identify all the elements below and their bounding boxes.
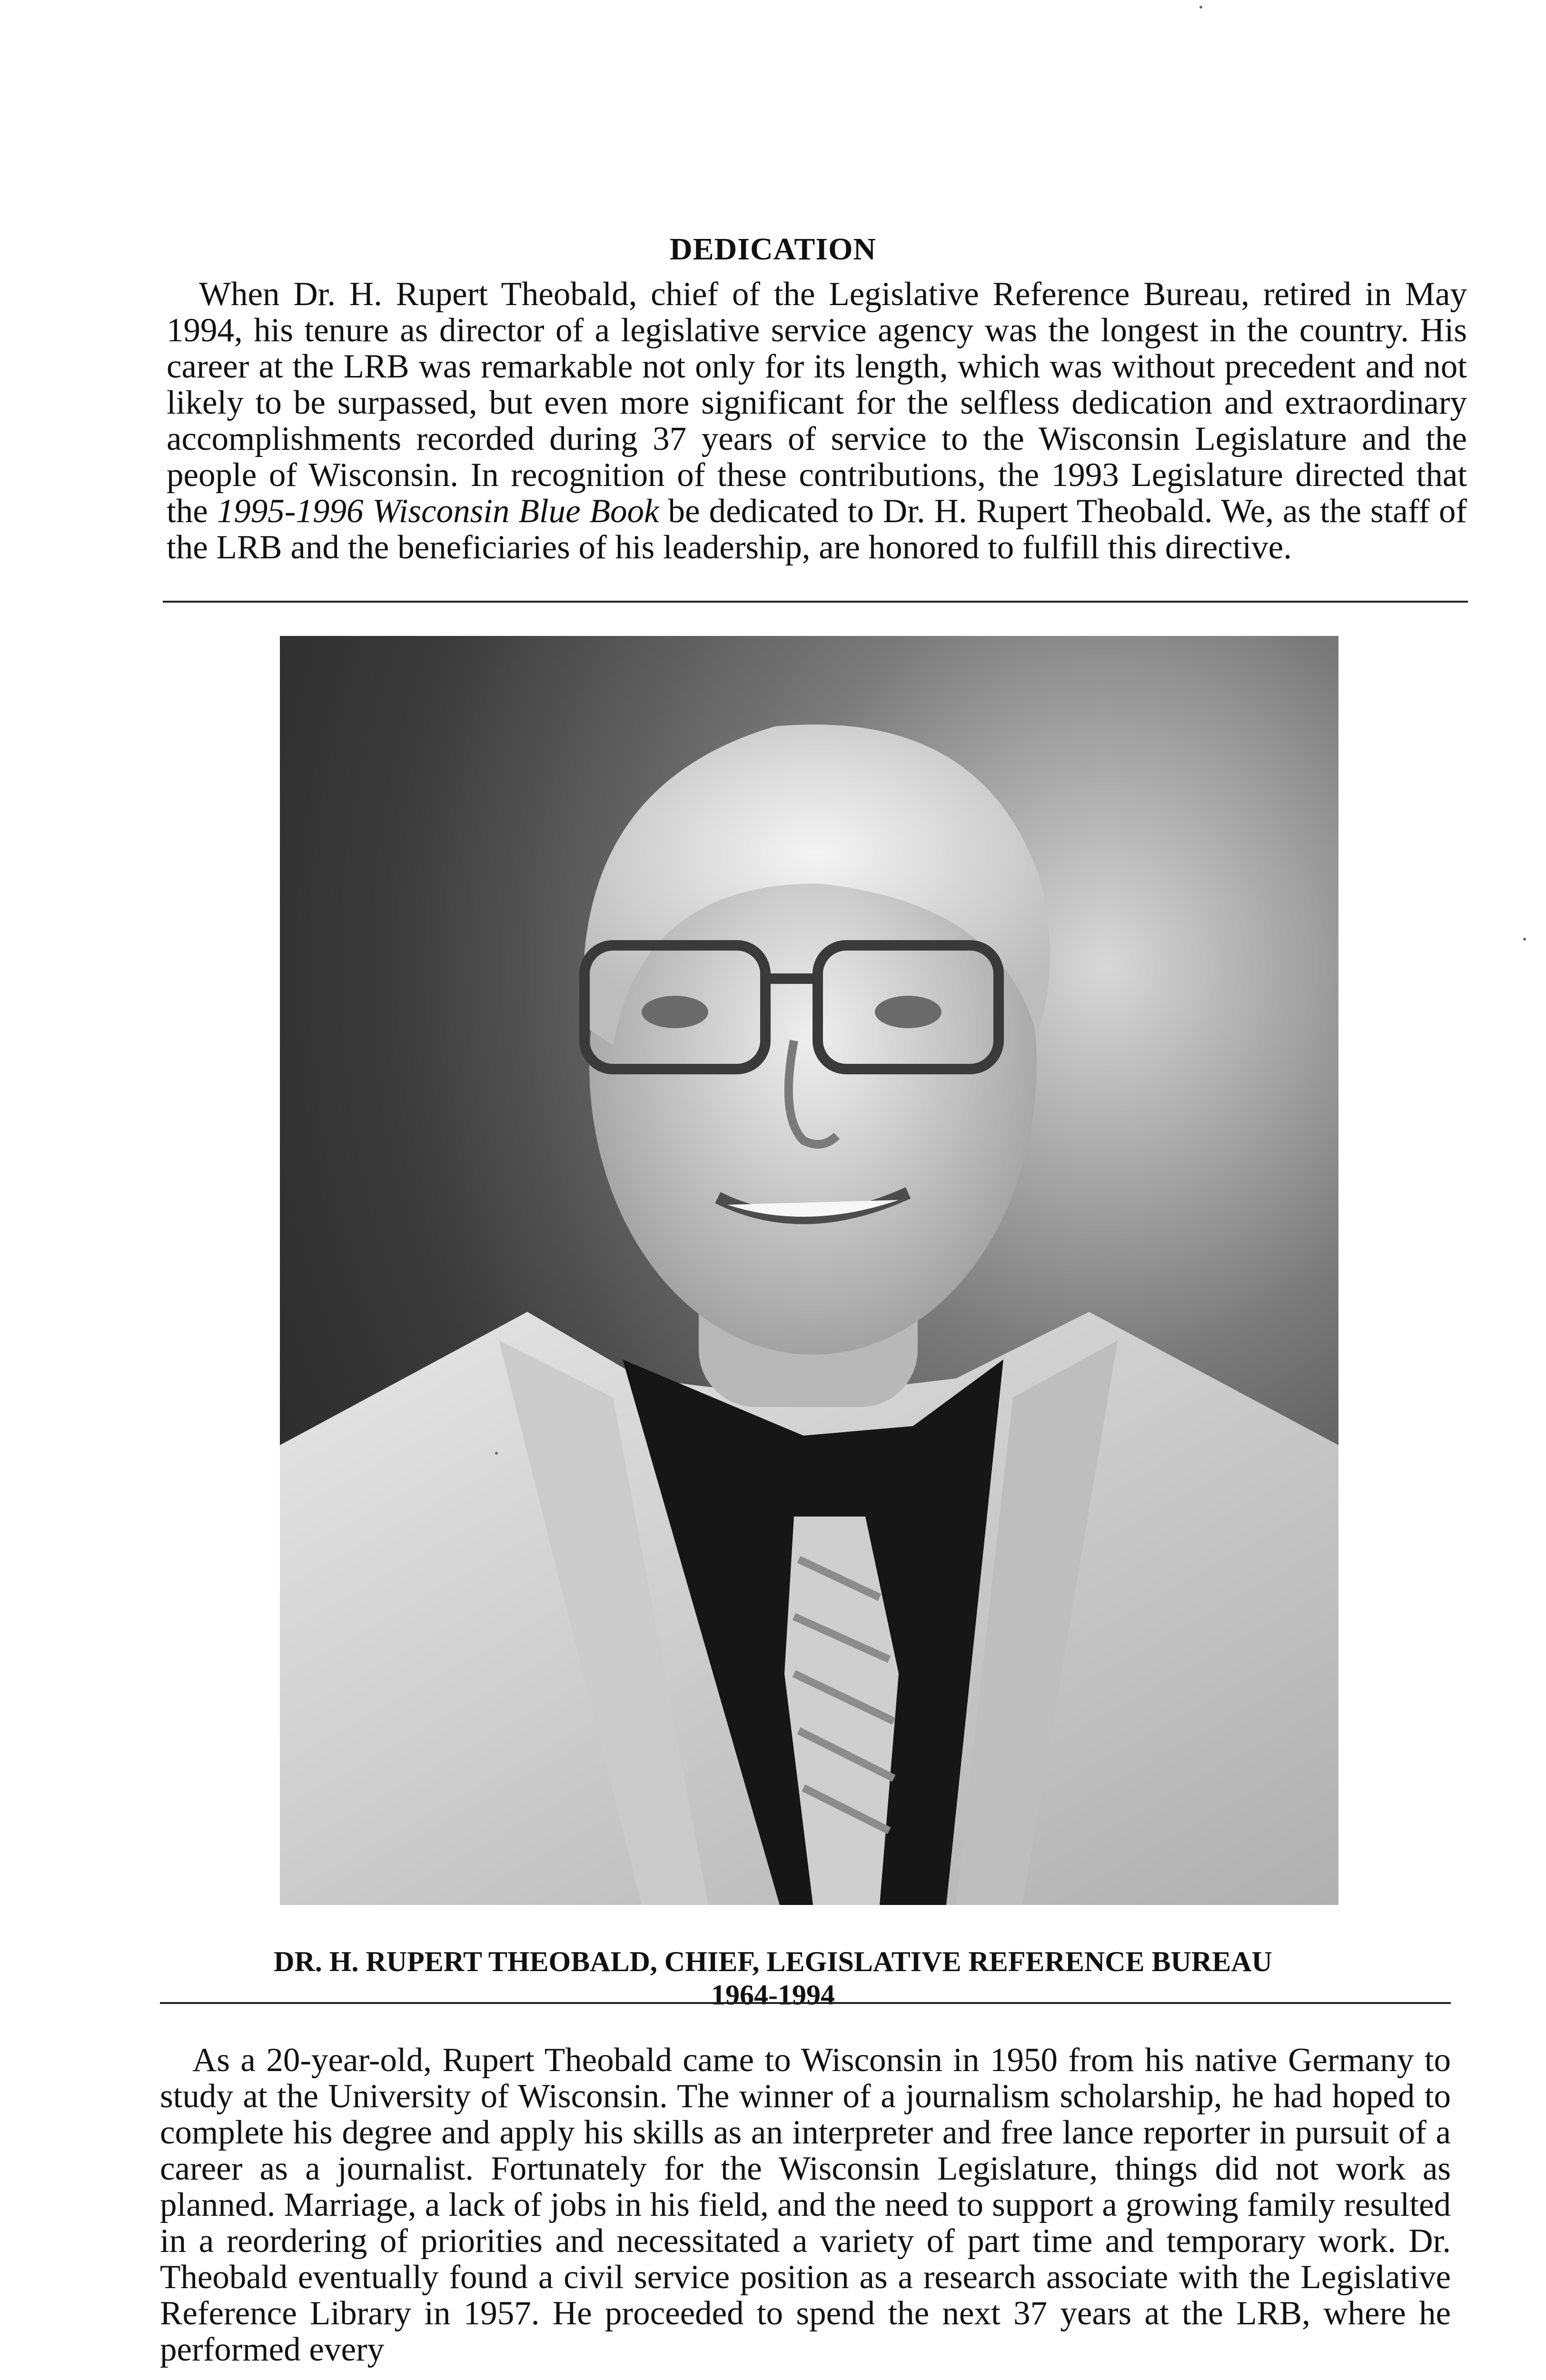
dedication-paragraph [167,276,1467,565]
dedication-text: When Dr. H. Rupert Theobald, chief of the Legislative Reference Bureau, retired in May 1994, his tenure as director of a legislative service agency was the longest in the country. His career at the LRB was remarkable not only for its length, which was without precedent and not likely to be surpassed, but even more significant for the selfless dedication and extraordinary accomplishments recorded during 37 years of service to the Wisconsin Legislature and the people of Wisconsin. In recognition of these contributions, the 1993 Legislature directed that the [167,276,1467,530]
dedication-text-end: be dedicated to Dr. H. Rupert Theobald. We, as the staff of the LRB and the beneficiaries of his leadership, are honored to fulfill this directive. [167,493,1467,566]
dedication-heading: DEDICATION [669,232,877,267]
scan-speck [1199,6,1202,9]
photo-caption: DR. H. RUPERT THEOBALD, CHIEF, LEGISLATIVE REFERENCE BUREAU [274,1946,1272,1977]
divider-bottom [160,2002,1451,2004]
scan-speck [495,1452,498,1455]
divider-top [163,601,1468,603]
portrait-photo [280,636,1338,1905]
scan-speck [1523,938,1526,941]
book-title: 1995-1996 Wisconsin Blue Book [217,493,659,530]
portrait-illustration [280,636,1338,1905]
biography-paragraph: As a 20-year-old, Rupert Theobald came to Wisconsin in 1950 from his native Germany to study at the University of Wisconsin. The winner of a journalism scholarship, he had hoped to complete his degree and apply his skills as an interpreter and free lance reporter in pursuit of a career as a journalist. Fortunately for the Wisconsin Legislature, things did not work as planned. Marriage, a lack of jobs in his field, and the need to support a growing family resulted in a reordering of priorities and necessitated a variety of part time and temporary work. Dr. Theobald eventually found a civil service position as a research associate with the Legislative Reference Library in 1957. He proceeded to spend the next 37 years at the LRB, where he performed every [160,2042,1451,2368]
photo-caption-years: 1964-1994 [711,1979,835,2011]
